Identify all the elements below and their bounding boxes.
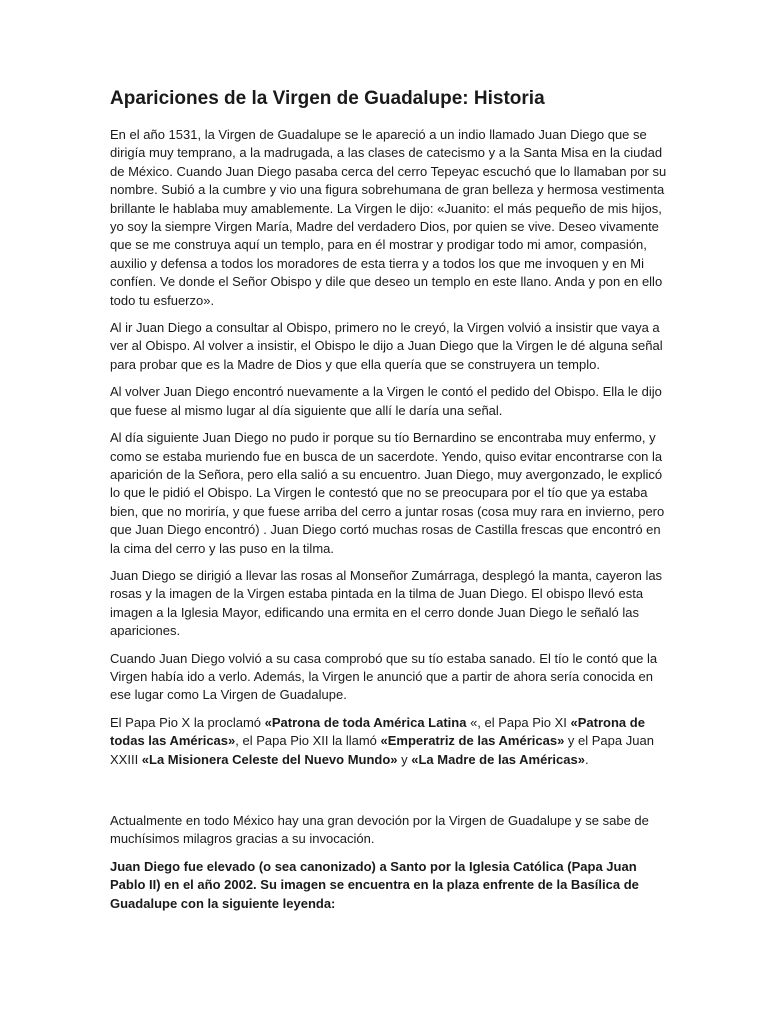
papas-bold-4: «La Misionera Celeste del Nuevo Mundo» [141, 751, 398, 767]
paragraph-1: En el año 1531, la Virgen de Guadalupe se le apareció a un indio llamado Juan Diego que se dirigía muy temprano, a la madrugada, a las clases de catecismo y a la Santa Misa en la ciudad de México. Cuando Juan Diego pasaba cerca del cerro Tepeyac escuchó que lo llamaban por su nombre. Subió a la cumbre y vio una figura sobrehumana de gran belleza y hermosa vestimenta brillante le hablaba muy amablemente. La Virgen le dijo: «Juanito: el más pequeño de mis hijos, yo soy la siempre Virgen María, Madre del verdadero Dios, por quien se vive. Deseo vivamente que se me construya aquí un templo, para en él mostrar y prodigar todo mi amor, compasión, auxilio y defensa a todos los moradores de esta tierra y a todos los que me invoquen y en Mi confíen. Ve donde el Señor Obispo y dile que deseo un templo en este llano. Anda y pon en ello todo tu esfuerzo». [110, 127, 667, 308]
paragraph-6: Cuando Juan Diego volvió a su casa comprobó que su tío estaba sanado. El tío le contó que la Virgen había ido a verlo. Además, la Virgen le anunció que a partir de ahora sería conocida en ese lugar como La Virgen de Guadalupe. [110, 650, 658, 703]
paragraph-papas [110, 714, 670, 769]
paragraph-actualmente: Actualmente en todo México hay una gran devoción por la Virgen de Guadalupe y se sabe de muchísimos milagros gracias a su invocación. [110, 813, 649, 847]
blank-space [110, 778, 670, 812]
paragraph-canonizado: Juan Diego fue elevado (o sea canonizado) a Santo por la Iglesia Católica (Papa Juan Pablo II) en el año 2002. Su imagen se encuentra en la plaza enfrente de la Basílica de Guadalupe con la siguiente leyenda: [110, 858, 639, 911]
papas-text-5: y [397, 751, 412, 767]
paragraph-3: Al volver Juan Diego encontró nuevamente a la Virgen le contó el pedido del Obispo. Ella le dijo que fuese al mismo lugar al día siguiente que allí le daría una señal. [110, 384, 662, 418]
papas-bold-1: «Patrona de toda América Latina [264, 714, 467, 730]
papas-text-1: El Papa Pio X la proclamó [110, 714, 265, 730]
paragraph-5: Juan Diego se dirigió a llevar las rosas al Monseñor Zumárraga, desplegó la manta, cayeron las rosas y la imagen de la Virgen estaba pintada en la tilma de Juan Diego. El obispo llevó esta imagen a la Iglesia Mayor, edificando una ermita en el cerro donde Juan Diego le señaló las apariciones. [110, 567, 663, 639]
paragraph-2: Al ir Juan Diego a consultar al Obispo, primero no le creyó, la Virgen volvió a insistir que vaya a ver al Obispo. Al volver a insistir, el Obispo le dijo a Juan Diego que la Virgen le dé alguna señal para probar que es la Madre de Dios y que ella quería que se construyera un templo. [110, 320, 663, 372]
papas-bold-5: «La Madre de las Américas» [411, 751, 585, 767]
papas-bold-3: «Emperatriz de las Américas» [380, 733, 565, 749]
document-page [110, 86, 670, 922]
papas-text-2: «, el Papa Pio XI [466, 714, 571, 730]
papas-bold-2: «Patrona de todas las Américas» [110, 714, 645, 749]
papas-text-3: , el Papa Pio XII la llamó [235, 733, 381, 749]
paragraph-4: Al día siguiente Juan Diego no pudo ir porque su tío Bernardino se encontraba muy enfermo, y como se estaba muriendo fue en busca de un sacerdote. Yendo, quiso evitar encontrarse con la aparición de la Señora, pero ella salió a su encuentro. Juan Diego, muy avergonzado, le explicó lo que le pidió el Obispo. La Virgen le contestó que no se preocupara por el tío que ya estaba bien, que no moriría, y que fuese arriba del cerro a juntar rosas (cosa muy rara en invierno, pero que Juan Diego encontró) . Juan Diego cortó muchas rosas de Castilla frescas que encontró en la cima del cerro y las puso en la tilma. [110, 430, 665, 556]
papas-text-4: y el Papa Juan XXIII [110, 733, 654, 767]
document-title: Apariciones de la Virgen de Guadalupe: Historia [110, 88, 545, 109]
papas-text-6: . [584, 751, 589, 767]
